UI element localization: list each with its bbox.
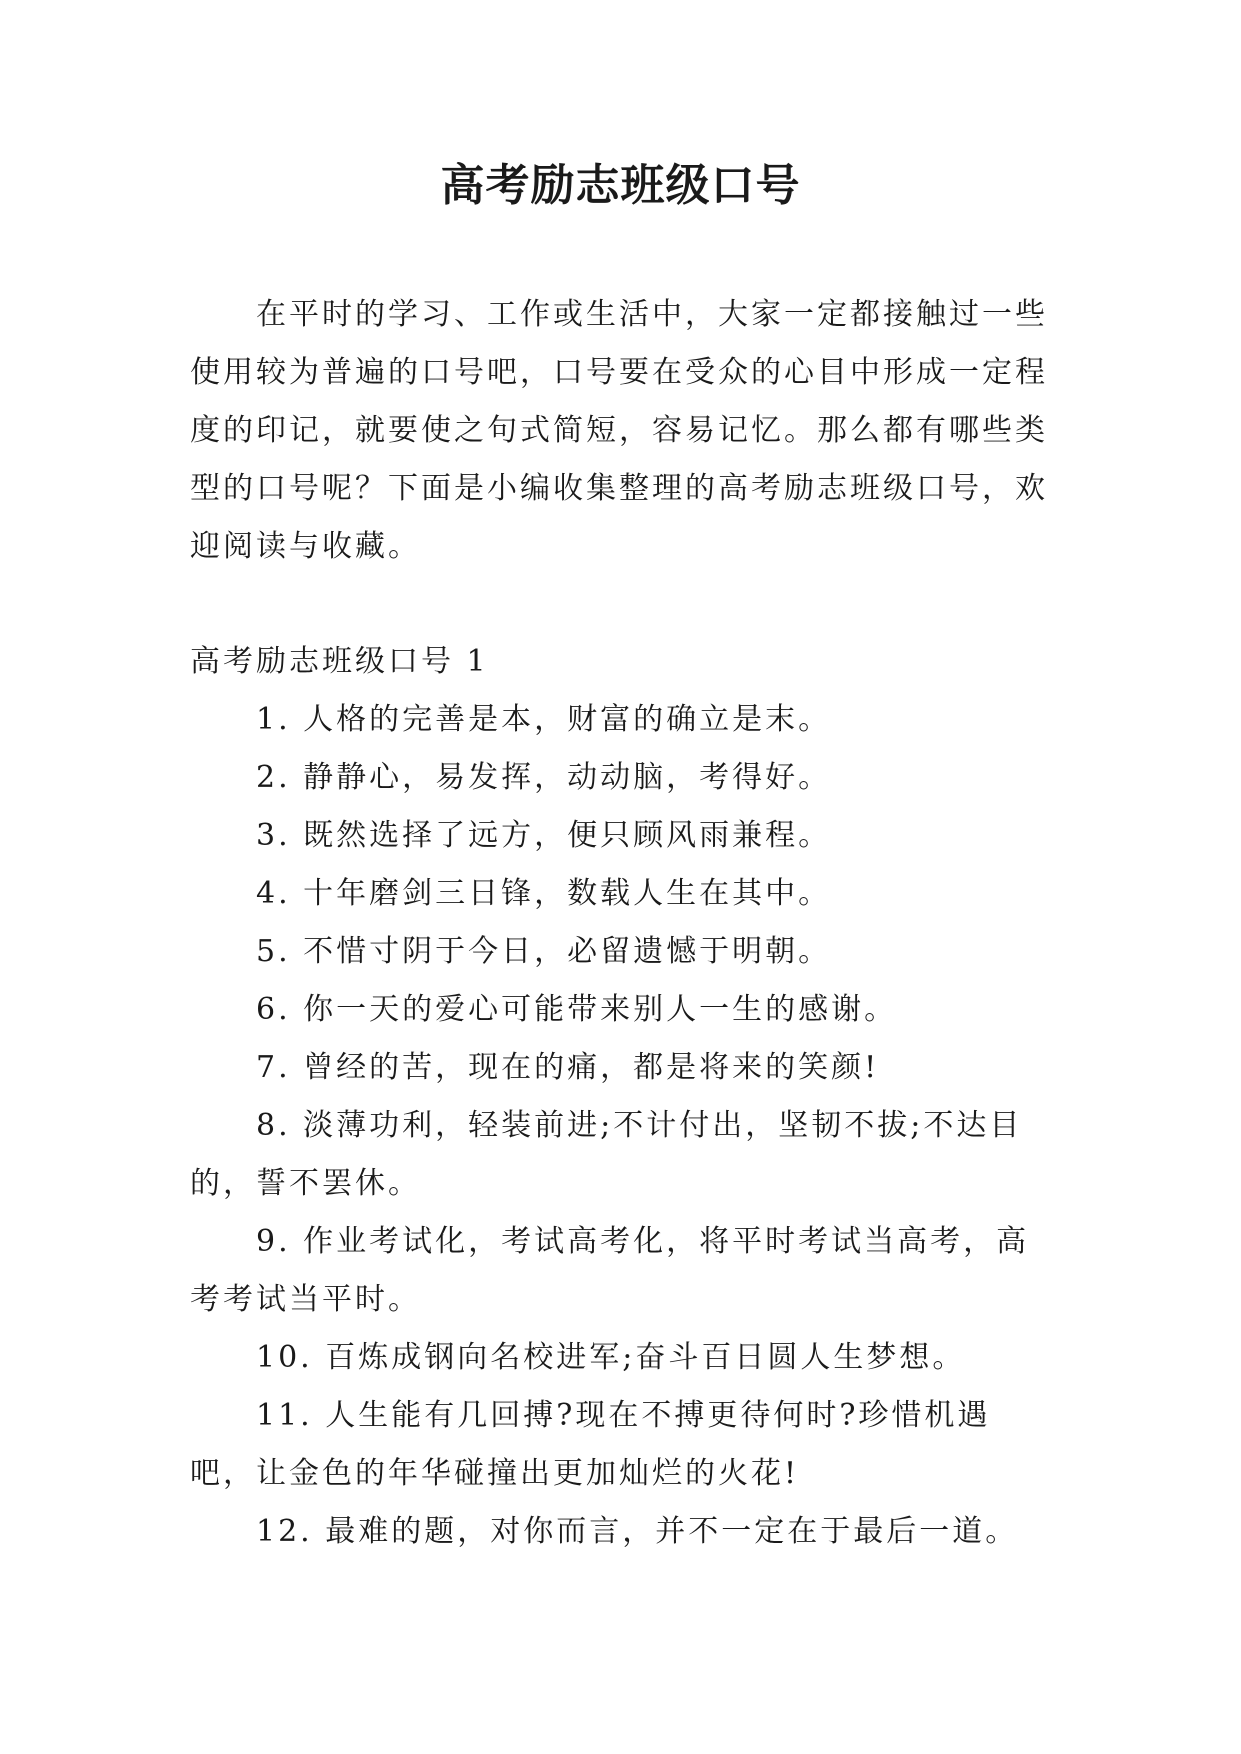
slogan-item: 4. 十年磨剑三日锋，数载人生在其中。 xyxy=(256,876,832,911)
slogan-item: 12. 最难的题，对你而言，并不一定在于最后一道。 xyxy=(256,1514,1019,1549)
intro-paragraph: 在平时的学习、工作或生活中，大家一定都接触过一些使用较为普遍的口号吧，口号要在受众的心目中形成一定程度的印记，就要使之句式简短，容易记忆。那么都有哪些类型的口号呢？下面是小编收集整理的高考励志班级口号，欢迎阅读与收藏。 xyxy=(190,297,1048,564)
slogan-item: 1. 人格的完善是本，财富的确立是末。 xyxy=(256,702,832,737)
document-title: 高考励志班级口号 xyxy=(440,160,801,211)
slogan-item: 7. 曾经的苦，现在的痛，都是将来的笑颜! xyxy=(256,1050,880,1085)
slogan-item: 8. 淡薄功利，轻装前进;不计付出，坚韧不拔;不达目的，誓不罢休。 xyxy=(190,1108,1023,1201)
slogan-item: 3. 既然选择了远方，便只顾风雨兼程。 xyxy=(256,818,832,853)
slogan-item: 9. 作业考试化，考试高考化，将平时考试当高考，高考考试当平时。 xyxy=(190,1224,1030,1317)
slogan-item: 10. 百炼成钢向名校进军;奋斗百日圆人生梦想。 xyxy=(256,1340,966,1375)
document-body xyxy=(190,286,1048,1561)
slogan-item: 11. 人生能有几回搏?现在不搏更待何时?珍惜机遇吧，让金色的年华碰撞出更加灿烂的火花! xyxy=(190,1398,991,1491)
section-heading: 高考励志班级口号 1 xyxy=(190,644,489,679)
slogan-item: 6. 你一天的爱心可能带来别人一生的感谢。 xyxy=(256,992,898,1027)
slogan-item: 2. 静静心，易发挥，动动脑，考得好。 xyxy=(256,760,832,795)
slogan-item: 5. 不惜寸阴于今日，必留遗憾于明朝。 xyxy=(256,934,832,969)
